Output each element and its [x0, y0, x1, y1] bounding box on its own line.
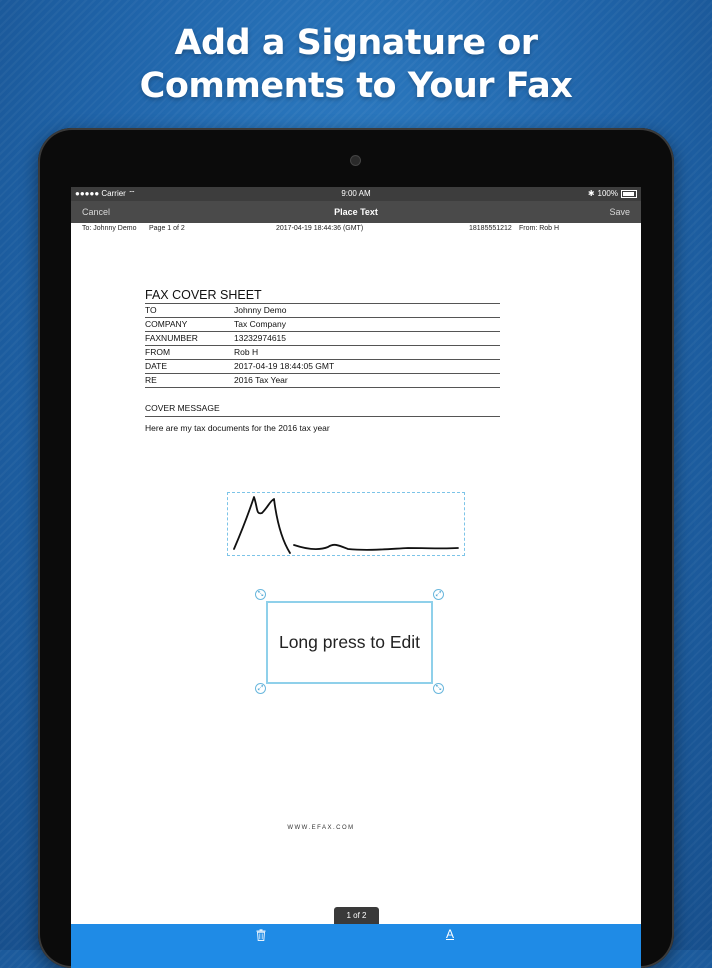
table-row: [145, 359, 500, 373]
resize-handle-bottom-right-icon[interactable]: ⤡: [433, 683, 444, 694]
battery-icon: [621, 190, 637, 198]
bluetooth-icon: ✱: [587, 189, 595, 198]
table-row: [145, 373, 500, 388]
text-annotation[interactable]: [266, 601, 433, 684]
fax-header-line: [71, 223, 641, 235]
table-row: [145, 317, 500, 331]
bottom-toolbar: [71, 924, 641, 968]
row-value: Johnny Demo: [234, 305, 287, 315]
row-value: Rob H: [234, 347, 259, 357]
resize-handle-bottom-left-icon[interactable]: ⤢: [255, 683, 266, 694]
footer-url: WWW.EFAX.COM: [287, 825, 355, 831]
trash-icon[interactable]: [256, 929, 266, 944]
headline-line-1: Add a Signature or: [174, 23, 538, 63]
cover-sheet-table: [145, 303, 500, 388]
nav-bar: [71, 201, 641, 223]
fax-header-number: 18185551212: [469, 225, 512, 232]
table-row: [145, 303, 500, 317]
cancel-button[interactable]: Cancel: [82, 207, 111, 217]
headline-line-2: Comments to Your Fax: [139, 66, 573, 106]
signature-drawing: [228, 493, 466, 557]
resize-handle-top-left-icon[interactable]: ⤡: [255, 589, 266, 600]
cover-message-divider: [145, 416, 500, 417]
row-label: TO: [145, 305, 157, 315]
fax-header-to: To: Johnny Demo: [82, 225, 137, 232]
row-value: 2017-04-19 18:44:05 GMT: [234, 361, 335, 371]
cover-message-title: COVER MESSAGE: [145, 403, 220, 413]
carrier-text: ●●●●● Carrier: [75, 189, 126, 198]
battery-percent: 100%: [597, 189, 618, 198]
row-label: FROM: [145, 347, 171, 357]
save-button[interactable]: Save: [609, 207, 630, 217]
battery-status: [588, 187, 637, 201]
status-bar: [71, 187, 641, 201]
front-camera: [351, 156, 360, 165]
status-time: 9:00 AM: [341, 189, 371, 198]
fax-header-from: From: Rob H: [519, 225, 560, 232]
text-annotation-label: Long press to Edit: [278, 632, 421, 652]
row-label: RE: [145, 375, 157, 385]
row-value: Tax Company: [234, 319, 286, 329]
fax-header-page: Page 1 of 2: [149, 225, 185, 232]
ipad-device-frame: [38, 128, 674, 968]
row-value: 2016 Tax Year: [234, 375, 288, 385]
table-row: [145, 331, 500, 345]
cover-sheet-title: FAX COVER SHEET: [145, 288, 262, 302]
table-row: [145, 345, 500, 359]
row-label: COMPANY: [145, 319, 188, 329]
app-screen: [71, 187, 641, 968]
resize-handle-top-right-icon[interactable]: ⤢: [433, 589, 444, 600]
text-format-icon[interactable]: A: [446, 927, 455, 941]
wifi-icon: ⌔: [128, 189, 136, 198]
page-indicator: 1 of 2: [334, 907, 379, 924]
cover-message-body: Here are my tax documents for the 2016 tax year: [145, 423, 330, 433]
row-label: FAXNUMBER: [145, 333, 198, 343]
fax-header-timestamp: 2017-04-19 18:44:36 (GMT): [276, 225, 364, 232]
signature-annotation[interactable]: [227, 492, 465, 556]
headline: [0, 22, 712, 108]
row-label: DATE: [145, 361, 168, 371]
nav-title: Place Text: [334, 207, 378, 217]
row-value: 13232974615: [234, 333, 287, 343]
